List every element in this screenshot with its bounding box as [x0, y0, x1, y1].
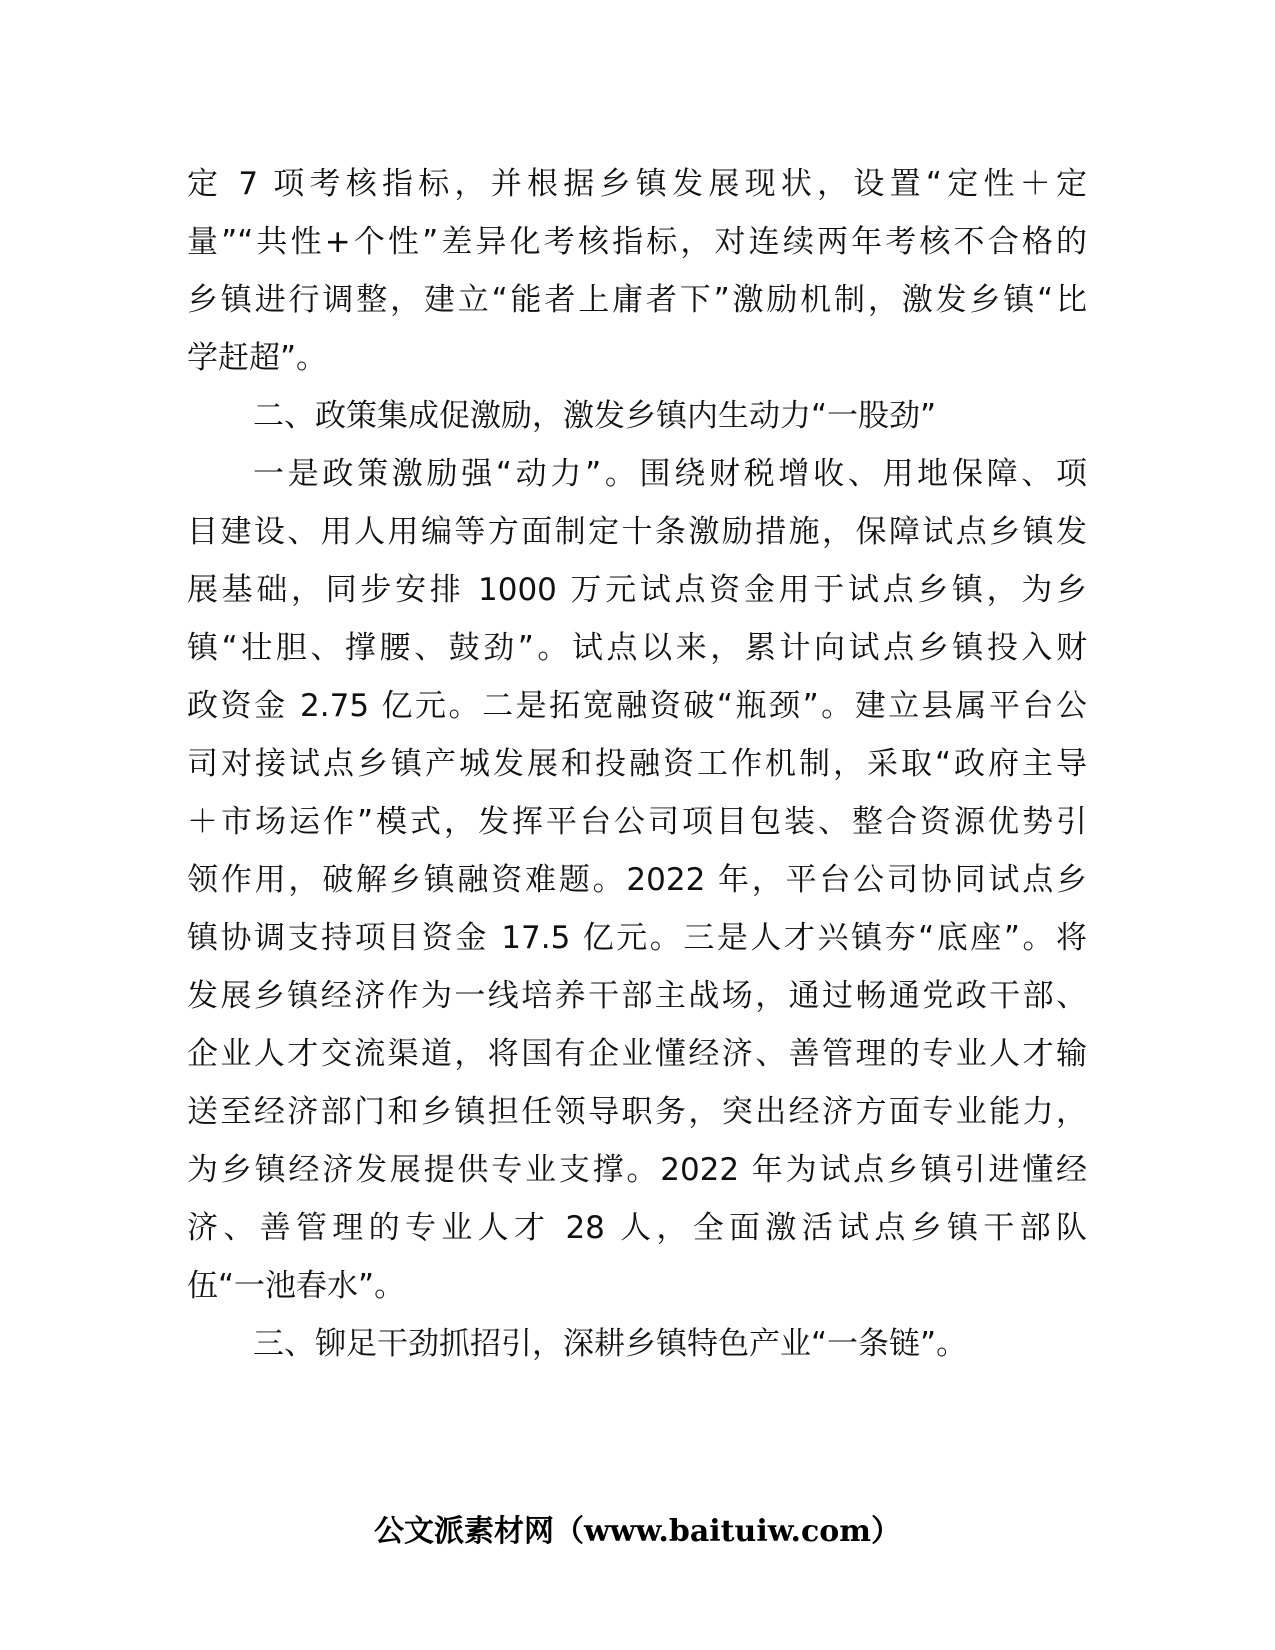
text-line: 展基础，同步安排 1000 万元试点资金用于试点乡镇，为乡 — [187, 572, 1087, 608]
text-line: 领作用，破解乡镇融资难题。2022 年，平台公司协同试点乡 — [187, 862, 1087, 898]
text-line: 为乡镇经济发展提供专业支撑。2022 年为试点乡镇引进懂经 — [187, 1152, 1087, 1188]
footer-watermark: 公文派素材网（www.baituiw.com） — [373, 1514, 902, 1549]
text-line: 一是政策激励强“动力”。围绕财税增收、用地保障、项 — [253, 456, 1087, 492]
text-line: 送至经济部门和乡镇担任领导职务，突出经济方面专业能力， — [187, 1094, 1087, 1130]
section-heading: 二、政策集成促激励，激发乡镇内生动力“一股劲” — [253, 398, 937, 434]
document-body — [187, 155, 1087, 1373]
text-line: 司对接试点乡镇产城发展和投融资工作机制，采取“政府主导 — [187, 746, 1087, 782]
text-line: 企业人才交流渠道，将国有企业懂经济、善管理的专业人才输 — [187, 1036, 1087, 1072]
section-heading: 三、铆足干劲抓招引，深耕乡镇特色产业“一条链”。 — [253, 1326, 968, 1362]
text-line: 乡镇进行调整，建立“能者上庸者下”激励机制，激发乡镇“比 — [187, 282, 1087, 318]
text-line: 学赶超”。 — [187, 340, 328, 376]
text-line: 镇协调支持项目资金 17.5 亿元。三是人才兴镇夯“底座”。将 — [187, 920, 1087, 956]
text-line: 伍“一池春水”。 — [187, 1268, 406, 1304]
text-line: 定 7 项考核指标，并根据乡镇发展现状，设置“定性＋定 — [187, 166, 1087, 202]
text-line: 镇“壮胆、撑腰、鼓劲”。试点以来，累计向试点乡镇投入财 — [187, 630, 1087, 666]
text-line: ＋市场运作”模式，发挥平台公司项目包装、整合资源优势引 — [187, 804, 1087, 840]
text-line: 济、善管理的专业人才 28 人，全面激活试点乡镇干部队 — [187, 1210, 1087, 1246]
text-line: 政资金 2.75 亿元。二是拓宽融资破“瓶颈”。建立县属平台公 — [187, 688, 1087, 724]
text-line: 目建设、用人用编等方面制定十条激励措施，保障试点乡镇发 — [187, 514, 1087, 550]
text-line: 发展乡镇经济作为一线培养干部主战场，通过畅通党政干部、 — [187, 978, 1087, 1014]
text-line: 量”“共性+个性”差异化考核指标，对连续两年考核不合格的 — [187, 224, 1087, 260]
